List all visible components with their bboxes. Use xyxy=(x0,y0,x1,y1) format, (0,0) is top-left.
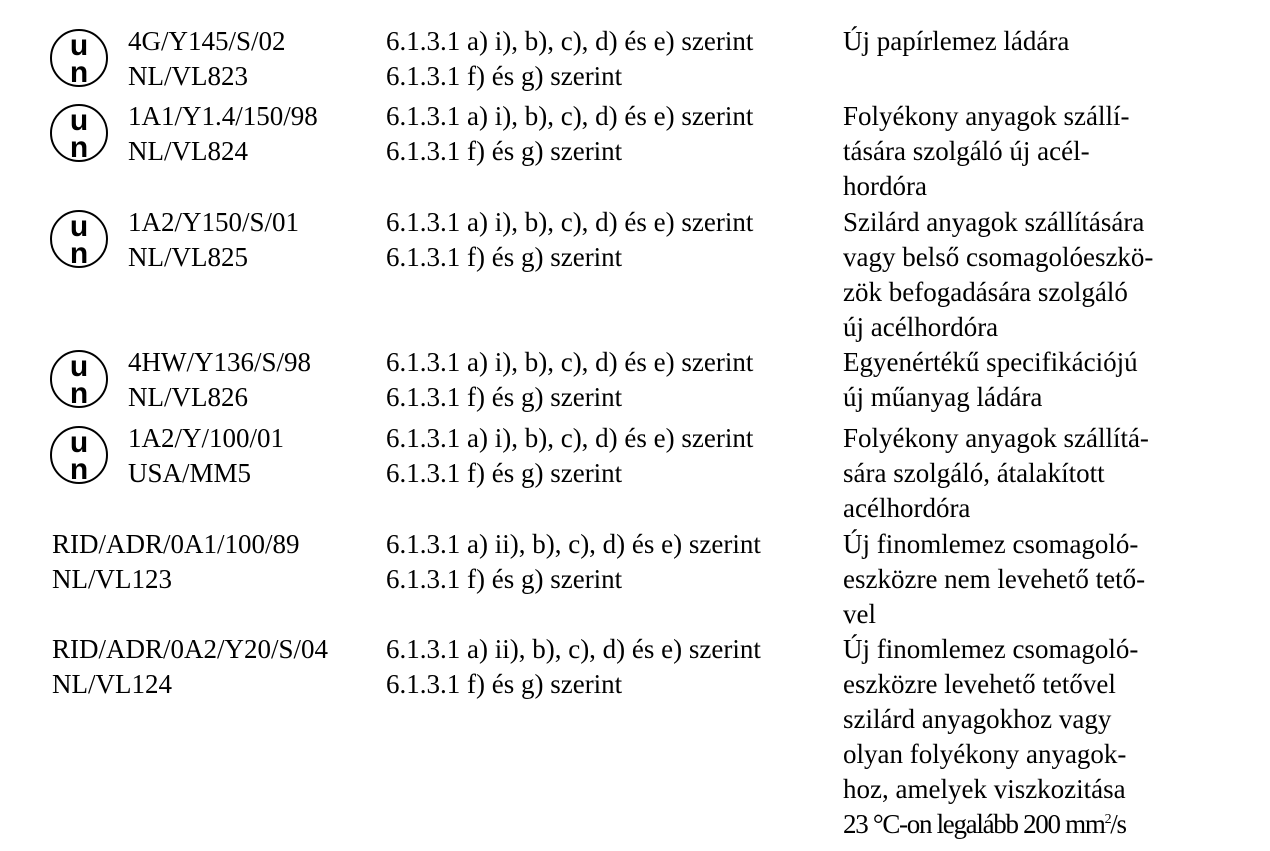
packaging-description: Folyékony anyagok szállítá- sára szolgáló, átalakított acélhordóra xyxy=(843,423,1149,523)
packaging-code: 4HW/Y136/S/98 NL/VL826 xyxy=(128,347,312,412)
un-packaging-mark-icon xyxy=(49,349,109,409)
un-packaging-mark-icon xyxy=(49,209,109,269)
packaging-description: Szilárd anyagok szállítására vagy belső csomagolóeszkö- zök befogadására szolgáló új acélhordóra xyxy=(843,207,1154,342)
requirement-reference: 6.1.3.1 a) ii), b), c), d) és e) szerint 6.1.3.1 f) és g) szerint xyxy=(386,529,761,594)
svg-text:u: u xyxy=(69,350,89,383)
packaging-code: 1A1/Y1.4/150/98 NL/VL824 xyxy=(128,101,318,166)
packaging-code: RID/ADR/0A2/Y20/S/04 NL/VL124 xyxy=(52,634,329,699)
un-packaging-mark-icon xyxy=(49,425,109,485)
svg-text:u: u xyxy=(69,104,89,137)
packaging-code: 1A2/Y/100/01 USA/MM5 xyxy=(128,423,285,488)
packaging-code: RID/ADR/0A1/100/89 NL/VL123 xyxy=(52,529,300,594)
packaging-description: Új finomlemez csomagoló- eszközre levehető tetővel szilárd anyagokhoz vagy olyan folyékony anyagok- hoz, amelyek viszkozitása 23 °C-on legalább 200 $mm^2/s$ xyxy=(843,632,1193,842)
requirement-reference: 6.1.3.1 a) i), b), c), d) és e) szerint 6.1.3.1 f) és g) szerint xyxy=(386,26,754,91)
packaging-description: Egyenértékű specifikációjú új műanyag ládára xyxy=(843,347,1138,412)
packaging-code: 4G/Y145/S/02 NL/VL823 xyxy=(128,26,286,91)
un-packaging-mark-icon xyxy=(49,103,109,163)
svg-text:n: n xyxy=(69,377,89,409)
un-packaging-mark-icon xyxy=(49,28,109,88)
packaging-description: Új papírlemez ládára xyxy=(843,26,1070,56)
packaging-description: Új finomlemez csomagoló- eszközre nem levehető tető- vel xyxy=(843,529,1146,629)
requirement-reference: 6.1.3.1 a) i), b), c), d) és e) szerint 6.1.3.1 f) és g) szerint xyxy=(386,347,754,412)
packaging-description: Folyékony anyagok szállí- tására szolgáló új acél- hordóra xyxy=(843,101,1130,201)
requirement-reference: 6.1.3.1 a) ii), b), c), d) és e) szerint 6.1.3.1 f) és g) szerint xyxy=(386,634,761,699)
packaging-code: 1A2/Y150/S/01 NL/VL825 xyxy=(128,207,300,272)
svg-text:u: u xyxy=(69,29,89,62)
svg-text:n: n xyxy=(69,56,89,88)
svg-text:n: n xyxy=(69,131,89,163)
svg-text:u: u xyxy=(69,210,89,243)
svg-text:n: n xyxy=(69,453,89,485)
requirement-reference: 6.1.3.1 a) i), b), c), d) és e) szerint 6.1.3.1 f) és g) szerint xyxy=(386,207,754,272)
svg-text:u: u xyxy=(69,426,89,459)
requirement-reference: 6.1.3.1 a) i), b), c), d) és e) szerint 6.1.3.1 f) és g) szerint xyxy=(386,101,754,166)
requirement-reference: 6.1.3.1 a) i), b), c), d) és e) szerint 6.1.3.1 f) és g) szerint xyxy=(386,423,754,488)
svg-text:n: n xyxy=(69,237,89,269)
viscosity-condition: 23 °C-on legalább 200 $mm^2/s$ xyxy=(843,809,1126,839)
